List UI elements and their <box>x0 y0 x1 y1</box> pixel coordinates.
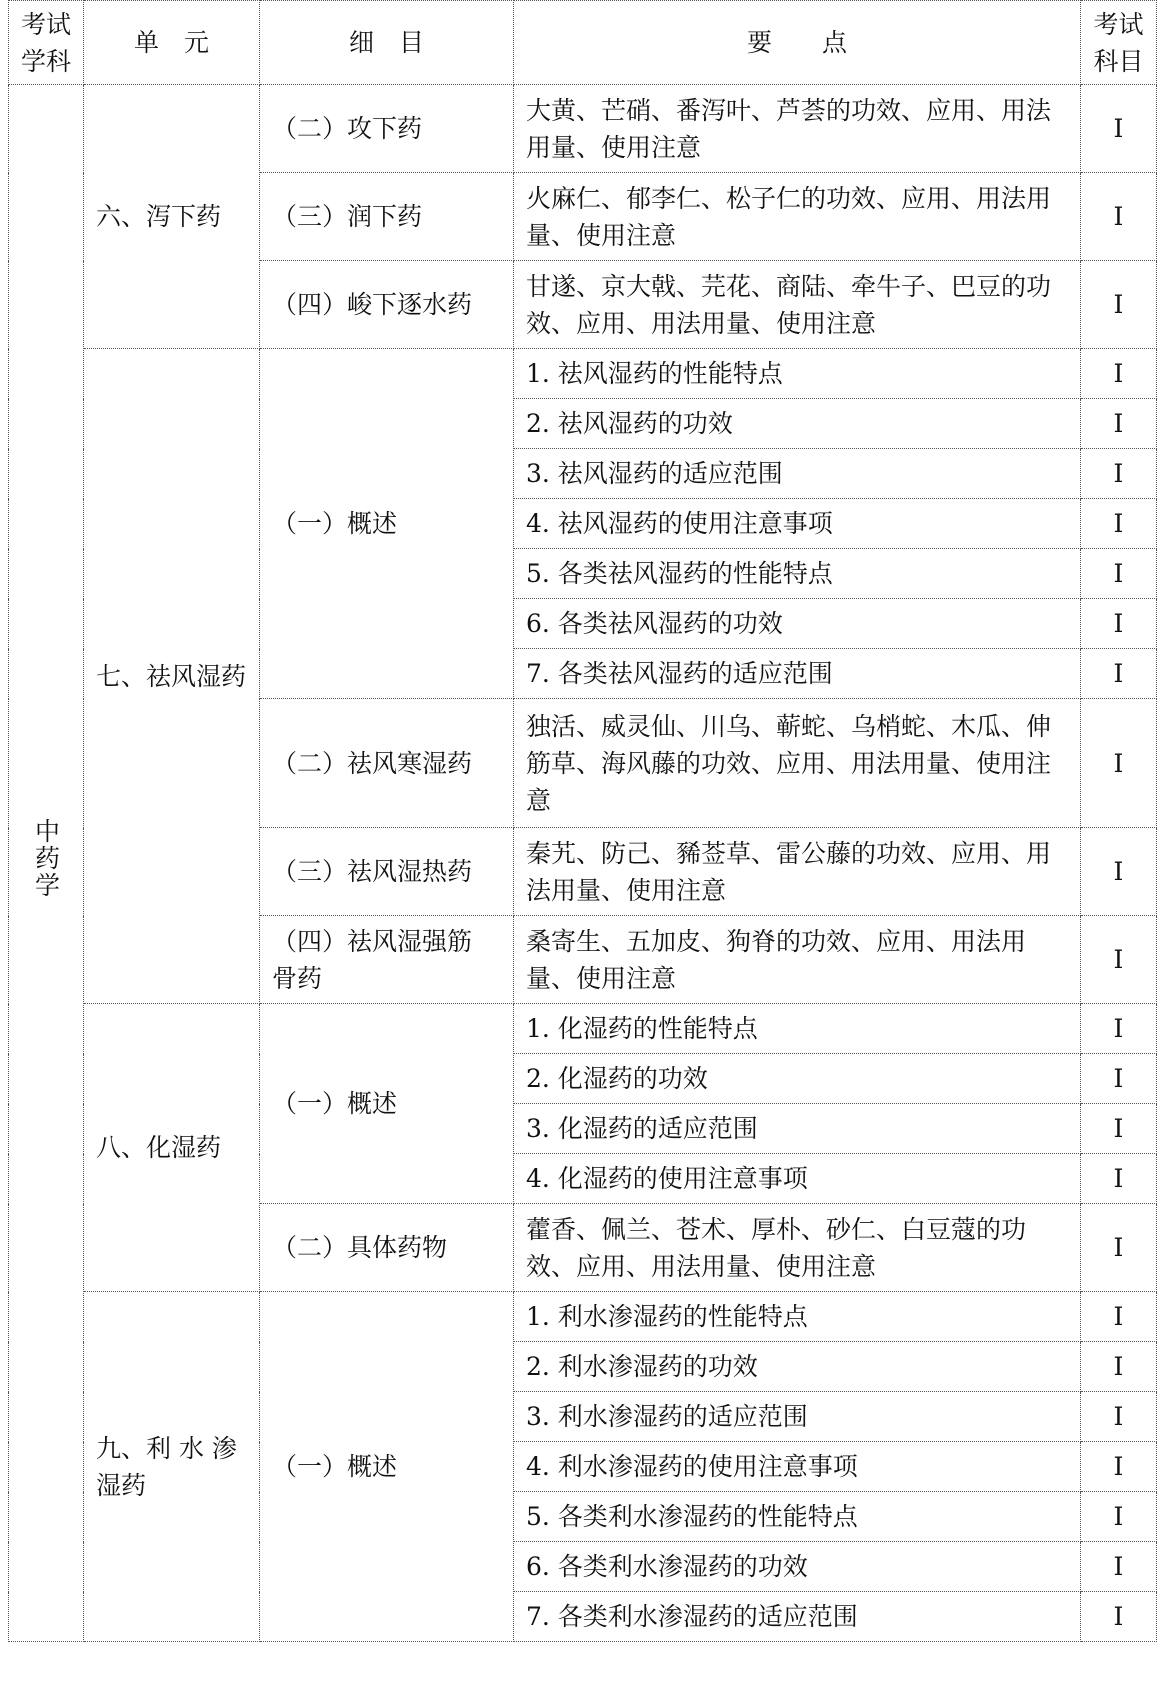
level-cell: Ⅰ <box>1081 261 1157 349</box>
point-cell: 7. 各类利水渗湿药的适应范围 <box>514 1592 1081 1642</box>
level-cell: Ⅰ <box>1081 1442 1157 1492</box>
level-cell: Ⅰ <box>1081 549 1157 599</box>
level-cell: Ⅰ <box>1081 499 1157 549</box>
level-cell: Ⅰ <box>1081 1592 1157 1642</box>
point-cell: 7. 各类祛风湿药的适应范围 <box>514 649 1081 699</box>
level-cell: Ⅰ <box>1081 85 1157 173</box>
level-cell: Ⅰ <box>1081 1542 1157 1592</box>
level-cell: Ⅰ <box>1081 1054 1157 1104</box>
point-cell: 1. 祛风湿药的性能特点 <box>514 349 1081 399</box>
point-cell: 秦艽、防己、豨莶草、雷公藤的功效、应用、用法用量、使用注意 <box>514 828 1081 916</box>
syllabus-table <box>8 0 1157 1642</box>
header-subject: 考试 学科 <box>9 1 84 85</box>
point-cell: 6. 各类利水渗湿药的功效 <box>514 1542 1081 1592</box>
detail-cell: （二）攻下药 <box>260 85 514 173</box>
detail-cell: （一）概述 <box>260 349 514 699</box>
level-cell: Ⅰ <box>1081 699 1157 828</box>
table-row <box>9 349 1157 399</box>
point-cell: 4. 祛风湿药的使用注意事项 <box>514 499 1081 549</box>
table-row <box>9 1292 1157 1342</box>
point-cell: 3. 化湿药的适应范围 <box>514 1104 1081 1154</box>
point-cell: 2. 祛风湿药的功效 <box>514 399 1081 449</box>
header-unit: 单 元 <box>84 1 260 85</box>
detail-cell: （二）祛风寒湿药 <box>260 699 514 828</box>
level-cell: Ⅰ <box>1081 1004 1157 1054</box>
point-cell: 火麻仁、郁李仁、松子仁的功效、应用、用法用量、使用注意 <box>514 173 1081 261</box>
point-cell: 甘遂、京大戟、芫花、商陆、牵牛子、巴豆的功效、应用、用法用量、使用注意 <box>514 261 1081 349</box>
header-row <box>9 1 1157 85</box>
level-cell: Ⅰ <box>1081 1154 1157 1204</box>
detail-cell: （二）具体药物 <box>260 1204 514 1292</box>
detail-cell: （三）润下药 <box>260 173 514 261</box>
detail-cell: （四）峻下逐水药 <box>260 261 514 349</box>
level-cell: Ⅰ <box>1081 1292 1157 1342</box>
unit-cell: 七、祛风湿药 <box>84 349 260 1004</box>
point-cell: 5. 各类祛风湿药的性能特点 <box>514 549 1081 599</box>
level-cell: Ⅰ <box>1081 1204 1157 1292</box>
point-cell: 2. 利水渗湿药的功效 <box>514 1342 1081 1392</box>
level-cell: Ⅰ <box>1081 828 1157 916</box>
point-cell: 1. 化湿药的性能特点 <box>514 1004 1081 1054</box>
point-cell: 藿香、佩兰、苍术、厚朴、砂仁、白豆蔻的功效、应用、用法用量、使用注意 <box>514 1204 1081 1292</box>
point-cell: 4. 化湿药的使用注意事项 <box>514 1154 1081 1204</box>
header-detail: 细 目 <box>260 1 514 85</box>
level-cell: Ⅰ <box>1081 916 1157 1004</box>
level-cell: Ⅰ <box>1081 1492 1157 1542</box>
level-cell: Ⅰ <box>1081 599 1157 649</box>
point-cell: 独活、威灵仙、川乌、蕲蛇、乌梢蛇、木瓜、伸筋草、海风藤的功效、应用、用法用量、使用注意 <box>514 699 1081 828</box>
point-cell: 3. 祛风湿药的适应范围 <box>514 449 1081 499</box>
level-cell: Ⅰ <box>1081 399 1157 449</box>
subject-cell <box>9 85 84 1642</box>
unit-cell: 六、泻下药 <box>84 85 260 349</box>
level-cell: Ⅰ <box>1081 173 1157 261</box>
unit-cell: 九、利 水 渗 湿药 <box>84 1292 260 1642</box>
level-cell: Ⅰ <box>1081 449 1157 499</box>
detail-cell: （四）祛风湿强筋 骨药 <box>260 916 514 1004</box>
point-cell: 2. 化湿药的功效 <box>514 1054 1081 1104</box>
point-cell: 桑寄生、五加皮、狗脊的功效、应用、用法用量、使用注意 <box>514 916 1081 1004</box>
level-cell: Ⅰ <box>1081 1392 1157 1442</box>
level-cell: Ⅰ <box>1081 1104 1157 1154</box>
table-row <box>9 1004 1157 1054</box>
header-point: 要 点 <box>514 1 1081 85</box>
subject-name: 中药学 <box>31 817 61 899</box>
point-cell: 大黄、芒硝、番泻叶、芦荟的功效、应用、用法用量、使用注意 <box>514 85 1081 173</box>
level-cell: Ⅰ <box>1081 649 1157 699</box>
unit-cell: 八、化湿药 <box>84 1004 260 1292</box>
detail-cell: （三）祛风湿热药 <box>260 828 514 916</box>
table-row <box>9 85 1157 173</box>
point-cell: 3. 利水渗湿药的适应范围 <box>514 1392 1081 1442</box>
level-cell: Ⅰ <box>1081 1342 1157 1392</box>
header-level: 考试 科目 <box>1081 1 1157 85</box>
point-cell: 6. 各类祛风湿药的功效 <box>514 599 1081 649</box>
level-cell: Ⅰ <box>1081 349 1157 399</box>
detail-cell: （一）概述 <box>260 1292 514 1642</box>
point-cell: 5. 各类利水渗湿药的性能特点 <box>514 1492 1081 1542</box>
point-cell: 4. 利水渗湿药的使用注意事项 <box>514 1442 1081 1492</box>
detail-cell: （一）概述 <box>260 1004 514 1204</box>
point-cell: 1. 利水渗湿药的性能特点 <box>514 1292 1081 1342</box>
